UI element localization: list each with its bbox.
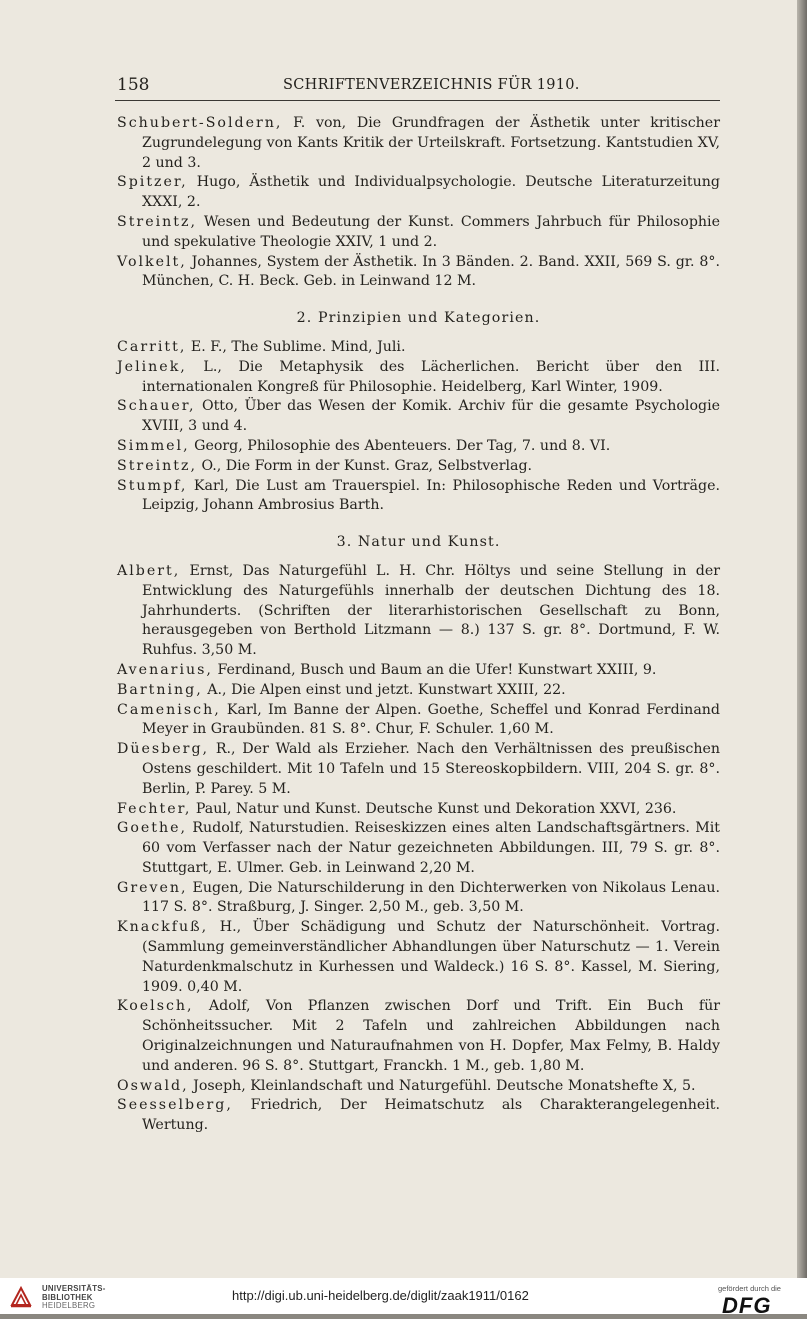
entry-text: Friedrich, Der Heimatschutz als Charakterangelegenheit. Wertung. (142, 1097, 720, 1134)
bib-entry (117, 338, 720, 358)
entry-text: Joseph, Kleinlandschaft und Naturgefühl. Deutsche Monatshefte X, 5. (188, 1077, 696, 1094)
page-number: 158 (117, 75, 150, 95)
dfg-logo: DFG (722, 1293, 772, 1318)
bib-entry (117, 253, 720, 293)
bib-entry (117, 800, 720, 820)
entry-author: Avenarius, (117, 661, 213, 678)
bib-entry (117, 397, 720, 437)
entry-text: Eugen, Die Naturschilderung in den Dichterwerken von Nikolaus Lenau. 117 S. 8°. Straßburg, J. Singer. 2,50 M., geb. 3,50 M. (142, 879, 720, 916)
permalink-url[interactable]: http://digi.ub.uni-heidelberg.de/diglit/zaak1911/0162 (232, 1288, 529, 1303)
bib-entry (117, 1096, 720, 1136)
entry-author: Stumpf, (117, 477, 188, 494)
entry-author: Koelsch, (117, 998, 194, 1015)
entry-author: Seesselberg, (117, 1097, 233, 1114)
entry-author: Carritt, (117, 338, 187, 355)
entry-author: Greven, (117, 879, 188, 896)
entry-text: Karl, Im Banne der Alpen. Goethe, Scheffel und Konrad Ferdinand Meyer in Graubünden. 81 S. 8°. Chur, F. Schuler. 1,60 M. (142, 701, 720, 738)
entry-text: R., Der Wald als Erzieher. Nach den Verhältnissen des preußischen Ostens geschildert. Mit 10 Tafeln und 15 Stereoskopbildern. VIII, 204 S. gr. 8°. Berlin, P. Parey. 5 M. (142, 741, 720, 797)
bib-entry (117, 457, 720, 477)
entry-author: Jelinek, (117, 358, 187, 375)
entry-text: Wesen und Bedeutung der Kunst. Commers Jahrbuch für Philosophie und spekulative Theologie XXIV, 1 und 2. (142, 213, 720, 250)
entry-text: Georg, Philosophie des Abenteuers. Der Tag, 7. und 8. VI. (189, 437, 611, 454)
entry-author: Oswald, (117, 1077, 189, 1094)
entry-text: A., Die Alpen einst und jetzt. Kunstwart XXIII, 22. (202, 681, 566, 698)
entry-text: Ferdinand, Busch und Baum an die Ufer! Kunstwart XXIII, 9. (212, 661, 657, 678)
bib-entry (117, 114, 720, 173)
entry-text: Ernst, Das Naturgefühl L. H. Chr. Höltys und seine Stellung in der Entwicklung des Naturgefühls innerhalb der deutschen Dichtung des 18. Jahrhunderts. (Schriften der literarhistorischen Gesellschaft zu Bonn, herausgegeben von Berthold Litzmann — 8.) 137 S. gr. 8°. Dortmund, F. W. Ruhfus. 3,50 M. (142, 562, 720, 659)
entry-text: H., Über Schädigung und Schutz der Naturschönheit. Vortrag. (Sammlung gemeinverständlicher Abhandlungen über Naturschutz — 1. Verein Naturdenkmalschutz in Kurhessen und Waldeck.) 16 S. 8°. Kassel, M. Siering, 1909. 0,40 M. (142, 919, 720, 995)
entry-text: O., Die Form in der Kunst. Graz, Selbstverlag. (196, 457, 533, 474)
entries-top (117, 114, 720, 292)
institution-line-1: UNIVERSITÄTS- (42, 1284, 106, 1293)
funding-note: gefördert durch die (718, 1284, 781, 1293)
section-heading-prinzipien: 2. Prinzipien und Kategorien. (296, 310, 541, 327)
page-edge-shadow (797, 0, 807, 1278)
bib-entry (117, 477, 720, 517)
entry-author: Knackfuß, (117, 919, 209, 936)
entry-text: E. F., The Sublime. Mind, Juli. (186, 338, 406, 355)
university-seal-icon (9, 1285, 33, 1309)
bib-entry (117, 681, 720, 701)
entry-author: Goethe, (117, 820, 188, 837)
entry-author: Schubert-Soldern, (117, 115, 283, 131)
entry-author: Streintz, (117, 213, 197, 230)
bib-entry (117, 661, 720, 681)
entry-text: Hugo, Ästhetik und Individualpsychologie. Deutsche Literaturzeitung XXXI, 2. (142, 174, 720, 211)
entry-text: Adolf, Von Pflanzen zwischen Dorf und Trift. Ein Buch für Schönheitssucher. Mit 2 Tafeln und zahlreichen Abbildungen nach Originalzeichnungen und Naturaufnahmen von H. Dopfer, Max Felmy, B. Haldy und anderen. 96 S. 8°. Stuttgart, Franckh. 1 M., geb. 1,80 M. (142, 998, 720, 1074)
entry-text: Otto, Über das Wesen der Komik. Archiv für die gesamte Psychologie XVIII, 3 und 4. (142, 398, 720, 435)
entry-author: Fechter, (117, 800, 192, 817)
entry-text: F. von, Die Grundfragen der Ästhetik unter kritischer Zugrundelegung von Kants Kritik der Urteilskraft. Fortsetzung. Kantstudien XV, 2 und 3. (142, 115, 720, 171)
entry-author: Bartning, (117, 681, 203, 698)
entry-text: Johannes, System der Ästhetik. In 3 Bänden. 2. Band. XXII, 569 S. gr. 8°. München, C. H. Beck. Geb. in Leinwand 12 M. (142, 253, 720, 290)
bib-entry (117, 562, 720, 661)
entry-text: L., Die Metaphysik des Lächerlichen. Bericht über den III. internationalen Kongreß für Philosophie. Heidelberg, Karl Winter, 1909. (142, 358, 720, 395)
entries-section-3 (117, 562, 720, 1136)
section-heading-natur: 3. Natur und Kunst. (336, 534, 501, 551)
bib-entry (117, 701, 720, 741)
entry-author: Volkelt, (117, 253, 187, 270)
bib-entry (117, 819, 720, 878)
entry-text: Rudolf, Naturstudien. Reiseskizzen eines alten Landschaftsgärtners. Mit 60 vom Verfasser nach der Natur gezeichneten Abbildungen. III, 79 S. gr. 8°. Stuttgart, E. Ulmer. Geb. in Leinwand 2,20 M. (142, 820, 720, 876)
running-header (115, 74, 720, 101)
institution-line-2: BIBLIOTHEK (42, 1292, 93, 1302)
viewer-footer (0, 1278, 807, 1318)
bib-entry (117, 1077, 720, 1097)
entry-author: Simmel, (117, 437, 190, 454)
institution-name (42, 1285, 106, 1311)
bib-entry (117, 879, 720, 919)
entry-author: Schauer, (117, 398, 196, 415)
entries-section-2 (117, 338, 720, 516)
entry-text: Karl, Die Lust am Trauerspiel. In: Philosophische Reden und Vorträge. Leipzig, Johann Ambrosius Barth. (142, 477, 720, 514)
entry-author: Albert, (117, 562, 181, 579)
bib-entry (117, 173, 720, 213)
entry-author: Düesberg, (117, 741, 210, 758)
bib-entry (117, 997, 720, 1076)
entry-author: Spitzer, (117, 174, 188, 191)
entry-author: Camenisch, (117, 701, 221, 718)
institution-line-3: HEIDELBERG (42, 1301, 96, 1311)
running-title: SCHRIFTENVERZEICHNIS FÜR 1910. (283, 77, 580, 93)
bib-entry (117, 740, 720, 799)
bib-entry (117, 213, 720, 253)
bibliography-body (117, 114, 720, 1136)
entry-author: Streintz, (117, 457, 197, 474)
entry-text: Paul, Natur und Kunst. Deutsche Kunst und Dekoration XXVI, 236. (191, 800, 677, 817)
bib-entry (117, 358, 720, 398)
bib-entry (117, 437, 720, 457)
bib-entry (117, 918, 720, 997)
